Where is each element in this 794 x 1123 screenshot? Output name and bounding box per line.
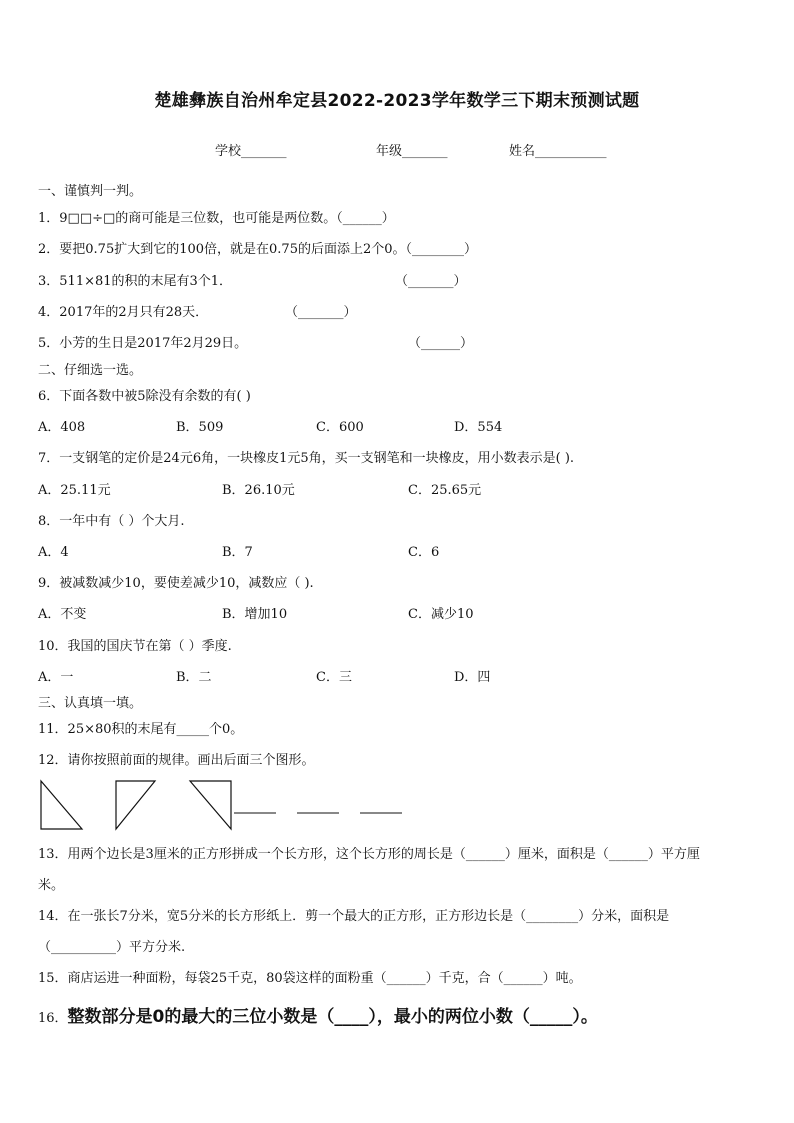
question-7: 7．一支钢笔的定价是24元6角，一块橡皮1元5角，买一支钢笔和一块橡皮，用小数表示是( ). <box>38 451 575 466</box>
q8-option-b: B．7 <box>222 545 253 560</box>
question-1: 1．9□□÷□的商可能是三位数，也可能是两位数。（______） <box>38 211 395 226</box>
q6-option-c: C．600 <box>316 420 364 435</box>
q7-option-c: C．25.65元 <box>408 483 482 498</box>
page-title: 楚雄彝族自治州牟定县2022-2023学年数学三下期末预测试题 <box>154 91 640 111</box>
q10-option-d: D．四 <box>454 670 491 685</box>
question-8: 8．一年中有（ ）个大月. <box>38 514 185 529</box>
question-3-blank: （_______） <box>395 274 467 289</box>
section-heading-2: 二、仔细选一选。 <box>38 363 143 378</box>
question-6: 6．下面各数中被5除没有余数的有( ) <box>38 389 251 404</box>
triangle-shape-3 <box>190 781 231 829</box>
question-13: 13．用两个边长是3厘米的正方形拼成一个长方形，这个长方形的周长是（______）厘米，面积是（______）平方厘 <box>38 847 700 862</box>
q9-option-b: B．增加10 <box>222 607 288 622</box>
name-field: 姓名___________ <box>509 144 607 159</box>
section-heading-1: 一、谨慎判一判。 <box>38 184 143 199</box>
question-5: 5．小芳的生日是2017年2月29日。 <box>38 336 248 351</box>
question-16-text: 整数部分是0的最大的三位小数是（____），最小的两位小数（_____）。 <box>67 1007 598 1027</box>
q9-option-a: A．不变 <box>38 607 87 622</box>
question-5-blank: （______） <box>408 336 474 351</box>
question-15: 15．商店运进一种面粉，每袋25千克，80袋这样的面粉重（______）千克，合（______）吨。 <box>38 971 582 986</box>
q6-option-d: D．554 <box>454 420 503 435</box>
question-9: 9．被减数减少10，要使差减少10，减数应（ ). <box>38 576 314 591</box>
question-4: 4．2017年的2月只有28天． <box>38 305 209 320</box>
question-11: 11．25×80积的末尾有_____个0。 <box>38 722 244 737</box>
triangle-pattern-figure <box>38 778 408 832</box>
question-16-number: 16． <box>38 1011 68 1026</box>
question-3: 3．511×81的积的末尾有3个1． <box>38 274 233 289</box>
question-13-cont: 米。 <box>38 878 65 893</box>
q10-option-b: B．二 <box>176 670 212 685</box>
question-2: 2．要把0.75扩大到它的100倍，就是在0.75的后面添上2个0。（________） <box>38 242 478 257</box>
question-12: 12．请你按照前面的规律。画出后面三个图形。 <box>38 753 315 768</box>
triangle-shape-1 <box>41 781 82 829</box>
q8-option-c: C．6 <box>408 545 440 560</box>
question-14-cont: （__________）平方分米. <box>38 940 186 955</box>
question-4-blank: （_______） <box>285 305 357 320</box>
question-10: 10．我国的国庆节在第（ ）季度. <box>38 639 232 654</box>
question-16 <box>38 1002 598 1027</box>
school-field: 学校_______ <box>215 144 287 159</box>
question-14: 14．在一张长7分米，宽5分米的长方形纸上．剪一个最大的正方形，正方形边长是（________）分米，面积是 <box>38 909 670 924</box>
grade-field: 年级_______ <box>376 144 448 159</box>
q9-option-c: C．减少10 <box>408 607 474 622</box>
q6-option-b: B．509 <box>176 420 224 435</box>
q7-option-b: B．26.10元 <box>222 483 295 498</box>
q7-option-a: A．25.11元 <box>38 483 111 498</box>
triangle-shape-2 <box>116 781 155 829</box>
section-heading-3: 三、认真填一填。 <box>38 696 143 711</box>
q10-option-c: C．三 <box>316 670 352 685</box>
q6-option-a: A．408 <box>38 420 86 435</box>
q8-option-a: A．4 <box>38 545 69 560</box>
q10-option-a: A．一 <box>38 670 74 685</box>
